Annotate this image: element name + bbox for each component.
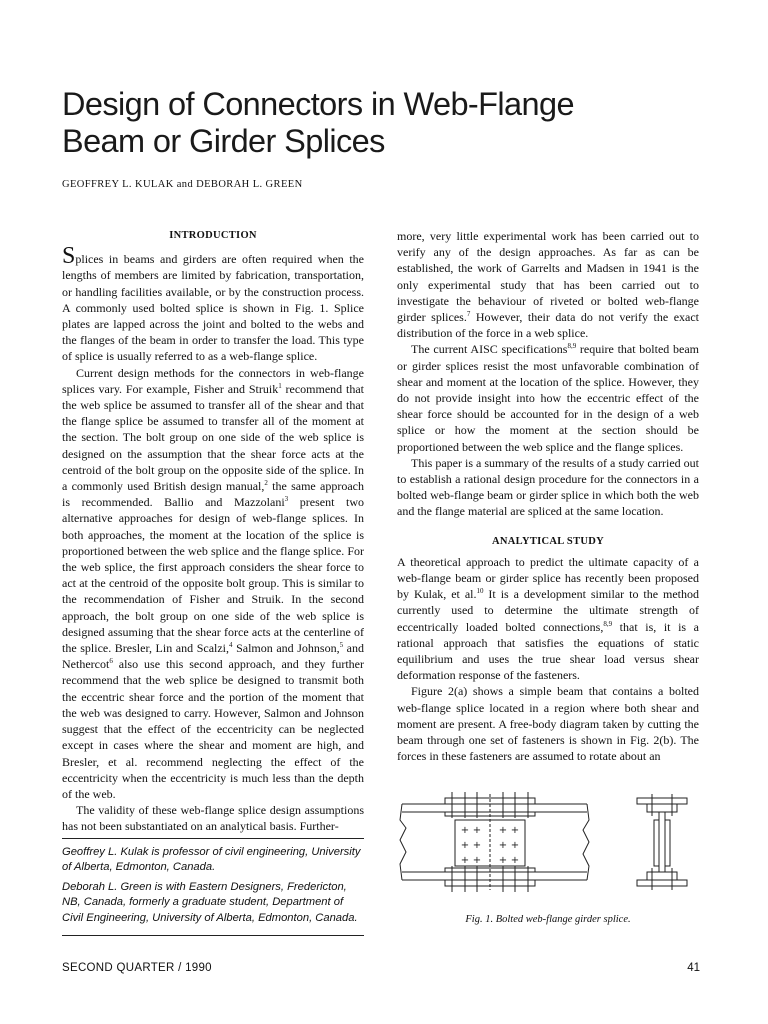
svg-text:+: + (510, 840, 520, 851)
intro-paragraph-2: Current design methods for the connectors in web-flange splices vary. For example, Fisher and Struik$^1$ recommend that the web splice be assumed to transfer all of the shear and that the flange splice be assumed to transfer all of the moment at the section. The bolt group on one side of the web splice is designed on the assumption that the shear force acts at the centroid of the bolt group on the opposite side of the splice. In a commonly used British design manual,$^2$ the same approach is recommended. Ballio and Mazzolani$^3$ present two alternative approaches for design of web-flange splices. In both approaches, the moment at the location of the splice is proportioned between the web splice and the flange splice. For the web splice, the first approach considers the shear force to act at the centroid of the opposite bolt group. This is similar to the recommendation of Fisher and Struik. In the second approach, the bolt group on one side of the web splice is designed assuming that the shear force acts at the centerline of the splice. Bresler, Lin and Scalzi,$^4$ Salmon and Johnson,$^5$ and Nethercot$^6$ also use this second approach, and they further recommend that the web splice be designed to transmit both the eccentric shear force and the portion of the moment that the web was designed to carry. However, Salmon and Johnson suggest that the effect of the eccentricity can be neglected except in cases where the shear and moment are high, and Bresler, et al. recommend neglecting the effect of the eccentricity when the eccentricity is much less than the depth of the web. (62, 365, 364, 801)
svg-text:+: + (472, 840, 482, 851)
footnote-kulak: Geoffrey L. Kulak is professor of civil engineering, University of Alberta, Edmonton, Canada. (62, 846, 361, 874)
title-line-2: Beam or Girder Splices (62, 123, 385, 159)
svg-text:+: + (510, 825, 520, 836)
introduction-heading: INTRODUCTION (169, 230, 257, 241)
intro-paragraph-3: The validity of these web-flange splice design assumptions has not been substantiated on an analytical basis. Further- (62, 803, 364, 834)
svg-text:+: + (498, 855, 508, 866)
right-column (397, 228, 699, 765)
right-paragraph-3: This paper is a summary of the results of a study carried out to establish a rational design procedure for the connectors in a bolted web-flange beam or girder splice in which both the web and the flange material are spliced at the same location. (397, 455, 699, 519)
author-footnotes (62, 838, 364, 936)
analytical-paragraph-2: Figure 2(a) shows a simple beam that contains a bolted web-flange splice located in a region where both shear and moment are present. A free-body diagram taken by cutting the beam through one set of fasteners is shown in Fig. 2(b). The forces in these fasteners are assumed to rotate about an (397, 684, 699, 764)
svg-text:+: + (460, 855, 470, 866)
analytical-study-heading: ANALYTICAL STUDY (491, 535, 605, 547)
left-column (62, 228, 364, 835)
page-number: 41 (687, 962, 700, 974)
figure-1-caption: Fig. 1. Bolted web-flange girder splice. (465, 914, 631, 925)
analytical-paragraph-1: A theoretical approach to predict the ultimate capacity of a web-flange beam or girder splice has recently been proposed by Kulak, et al.$^{10}$ It is a development similar to the method currently used to determine the ultimate strength of eccentrically loaded bolted connections,$^{8,9}$ that is, it is a rational approach that satisfies the equations of static equilibrium and uses the true shear load versus shear deformation response of the fasteners. (397, 554, 699, 683)
journal-issue: SECOND QUARTER / 1990 (62, 962, 212, 974)
svg-text:+: + (510, 855, 520, 866)
intro-paragraph-1: Splices in beams and girders are often required when the lengths of members are limited by fabrication, transportation, or handling facilities available, or by the construction process. A commonly used bolted splice is shown in Fig. 1. Splice plates are lapped across the joint and bolted to the webs and the flanges of the beam in order to transfer the load. This type of splice is usually referred to as a web-flange splice. (62, 243, 364, 364)
svg-text:+: + (472, 825, 482, 836)
svg-text:+: + (498, 840, 508, 851)
title-line-1: Design of Connectors in Web-Flange (62, 86, 574, 122)
figure-1-splice-drawing (397, 790, 699, 900)
authors: GEOFFREY L. KULAK and DEBORAH L. GREEN (62, 179, 303, 190)
svg-text:+: + (460, 840, 470, 851)
article-title (62, 86, 622, 160)
footnote-green: Deborah L. Green is with Eastern Designers, Fredericton, NB, Canada, formerly a graduate student, Department of Civil Engineering, University of Alberta, Edmonton, Canada. (62, 880, 358, 924)
svg-text:+: + (460, 825, 470, 836)
svg-text:+: + (472, 855, 482, 866)
drop-cap: S (62, 243, 76, 270)
svg-text:+: + (498, 825, 508, 836)
right-paragraph-2: The current AISC specifications$^{8,9}$ require that bolted beam or girder splices resist the most unfavorable combination of shear and moment at the location of the splice. However, they do not provide insight into how the eccentric effect of the shear force should be accounted for in the design of a web splice or how the moment at the section should be proportioned between the web splice and the flange splices. (397, 342, 699, 454)
right-paragraph-1: more, very little experimental work has been carried out to verify any of the design approaches. As far as can be established, the work of Garrelts and Madsen in 1941 is the only experimental study that has been carried out to investigate the behaviour of riveted or bolted web-flange girder splices.$^7$ However, their data do not verify the exact distribution of the force in a web splice. (397, 229, 700, 341)
